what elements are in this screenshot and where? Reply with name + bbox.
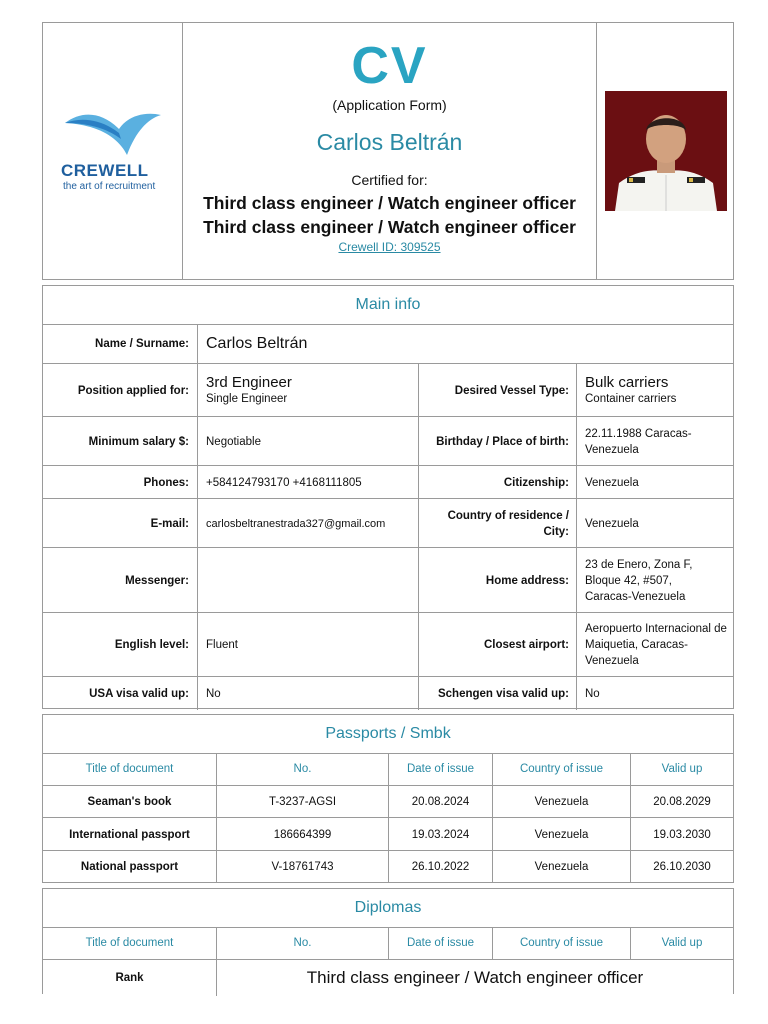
diploma-rank-row: [43, 959, 733, 996]
col-date: Date of issue: [406, 763, 475, 775]
photo-cell: [597, 23, 734, 279]
phones-value: +584124793170 +4168111805: [206, 476, 362, 489]
position-label: Position applied for:: [77, 384, 189, 397]
birthday-value: 22.11.1988 Caracas-Venezuela: [585, 427, 692, 456]
passports-section: [42, 714, 734, 883]
table-row: [43, 817, 733, 851]
vessel-value: [585, 364, 727, 417]
residence-label: Country of residence / City:: [447, 509, 569, 538]
phones-label: Phones:: [143, 476, 189, 489]
main-info-section: [42, 285, 734, 709]
position-main: 3rd Engineer: [206, 373, 292, 391]
doc-valid: 20.08.2029: [653, 796, 711, 808]
diplomas-header-row: [43, 927, 733, 959]
airport-value: Aeropuerto Internacional de Maiquetia, Caracas-Venezuela: [585, 623, 727, 667]
address-label: Home address:: [485, 574, 569, 587]
vessel-sub: Container carriers: [585, 392, 677, 405]
schengen-visa-label: Schengen visa valid up:: [437, 687, 569, 700]
info-row-visa: [43, 676, 733, 710]
position-sub: Single Engineer: [206, 392, 288, 405]
page-subtitle: (Application Form): [332, 97, 447, 113]
schengen-visa-value: No: [585, 687, 600, 700]
address-value: 23 de Enero, Zona F, Bloque 42, #507, Caracas-Venezuela: [585, 558, 693, 603]
diplomas-title: Diplomas: [43, 889, 733, 928]
certified-label: Certified for:: [351, 172, 428, 188]
doc-title: Seaman's book: [87, 796, 172, 808]
name-label: Name / Surname:: [95, 337, 189, 350]
usa-visa-label: USA visa valid up:: [89, 687, 189, 700]
table-row: [43, 785, 733, 818]
doc-no: 186664399: [273, 828, 332, 841]
info-row-name: [43, 324, 733, 363]
crewell-bird-logo-icon: [61, 109, 165, 161]
messenger-value: [206, 548, 416, 613]
doc-valid: 19.03.2030: [653, 828, 711, 841]
salary-value: Negotiable: [206, 435, 261, 448]
info-row-messenger: [43, 547, 733, 613]
usa-visa-value: No: [206, 687, 221, 700]
position-value: [206, 364, 416, 417]
table-row: [43, 850, 733, 883]
passports-header-row: [43, 753, 733, 785]
page-title: CV: [351, 37, 428, 95]
certified-rank-1: Third class engineer / Watch engineer officer: [203, 193, 576, 213]
doc-date: 19.03.2024: [411, 828, 470, 841]
doc-date: 26.10.2022: [411, 861, 470, 873]
logo-cell: [43, 23, 182, 279]
email-value: carlosbeltranestrada327@gmail.com: [206, 517, 386, 530]
info-row-position: [43, 363, 733, 417]
airport-label: Closest airport:: [484, 639, 569, 651]
col-country: Country of issue: [519, 937, 604, 949]
candidate-name: Carlos Beltrán: [316, 129, 463, 155]
doc-title: International passport: [69, 828, 190, 841]
salary-label: Minimum salary $:: [88, 435, 189, 448]
col-date: Date of issue: [406, 937, 475, 949]
doc-country: Venezuela: [534, 861, 589, 873]
doc-title: National passport: [80, 861, 179, 873]
doc-country: Venezuela: [534, 828, 589, 841]
crewell-id-link[interactable]: Crewell ID: 309525: [338, 240, 441, 254]
certified-rank-2: Third class engineer / Watch engineer officer: [203, 217, 576, 237]
info-row-salary: [43, 416, 733, 466]
birthday-label: Birthday / Place of birth:: [436, 435, 569, 448]
header-center: [183, 23, 596, 279]
col-title: Title of document: [85, 937, 174, 949]
rank-label: Rank: [115, 972, 144, 984]
english-value: Fluent: [206, 639, 238, 651]
diplomas-section: [42, 888, 734, 994]
doc-valid: 26.10.2030: [653, 861, 711, 873]
name-value: Carlos Beltrán: [206, 334, 308, 352]
candidate-photo: [605, 91, 727, 211]
vessel-main: Bulk carriers: [585, 373, 669, 391]
col-valid: Valid up: [661, 763, 703, 775]
citizenship-label: Citizenship:: [503, 476, 569, 489]
info-row-english: [43, 612, 733, 677]
doc-country: Venezuela: [534, 796, 589, 808]
col-title: Title of document: [85, 763, 174, 775]
email-label: E-mail:: [150, 517, 189, 530]
rank-value: Third class engineer / Watch engineer officer: [306, 968, 644, 987]
cv-header: [42, 22, 734, 280]
doc-date: 20.08.2024: [411, 796, 470, 808]
logo-tagline: the art of recruitment: [63, 181, 156, 192]
col-no: No.: [293, 937, 312, 949]
vessel-label: Desired Vessel Type:: [454, 384, 569, 397]
logo-name: CREWELL: [61, 161, 149, 180]
main-info-title: Main info: [43, 286, 733, 325]
col-no: No.: [293, 763, 312, 775]
passports-title: Passports / Smbk: [43, 715, 733, 754]
col-valid: Valid up: [661, 937, 703, 949]
doc-no: T-3237-AGSI: [268, 796, 337, 808]
english-label: English level:: [114, 639, 189, 651]
messenger-label: Messenger:: [125, 574, 189, 587]
residence-value: Venezuela: [585, 517, 639, 530]
citizenship-value: Venezuela: [585, 476, 639, 489]
doc-no: V-18761743: [271, 861, 334, 873]
info-row-email: [43, 498, 733, 548]
col-country: Country of issue: [519, 763, 604, 775]
info-row-phones: [43, 465, 733, 499]
